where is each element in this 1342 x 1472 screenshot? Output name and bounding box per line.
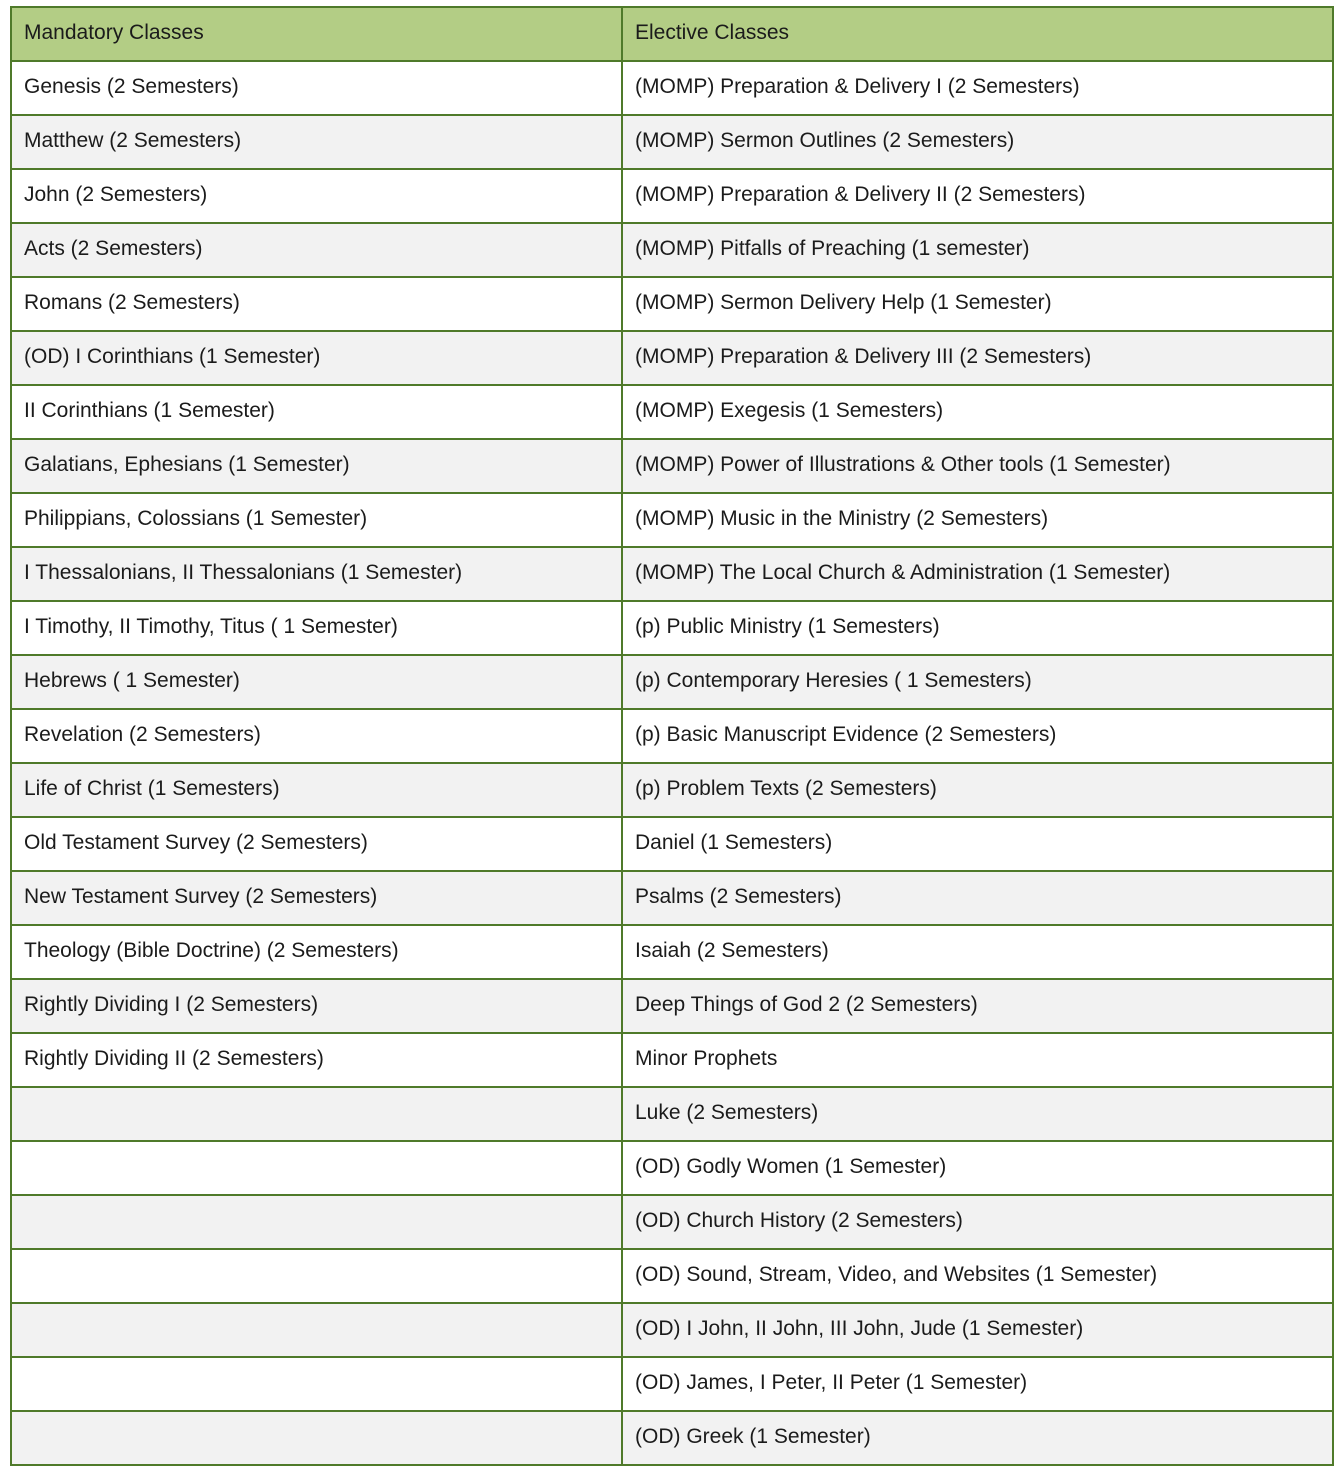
table-row xyxy=(11,1087,1333,1141)
mandatory-class-cell-empty xyxy=(11,1411,622,1465)
table-row xyxy=(11,1195,1333,1249)
elective-class-cell: (p) Contemporary Heresies ( 1 Semesters) xyxy=(622,655,1333,709)
table-row xyxy=(11,1357,1333,1411)
mandatory-class-cell: Philippians, Colossians (1 Semester) xyxy=(11,493,622,547)
mandatory-class-cell: Life of Christ (1 Semesters) xyxy=(11,763,622,817)
table-row xyxy=(11,925,1333,979)
table-row xyxy=(11,331,1333,385)
elective-class-cell: (OD) I John, II John, III John, Jude (1 Semester) xyxy=(622,1303,1333,1357)
table-row xyxy=(11,871,1333,925)
elective-class-cell: (MOMP) Preparation & Delivery II (2 Semesters) xyxy=(622,169,1333,223)
mandatory-class-cell: Rightly Dividing II (2 Semesters) xyxy=(11,1033,622,1087)
elective-class-cell: (OD) Godly Women (1 Semester) xyxy=(622,1141,1333,1195)
elective-class-cell: (MOMP) Power of Illustrations & Other tools (1 Semester) xyxy=(622,439,1333,493)
column-header-mandatory: Mandatory Classes xyxy=(11,7,622,61)
elective-class-cell: (MOMP) Sermon Outlines (2 Semesters) xyxy=(622,115,1333,169)
mandatory-class-cell: (OD) I Corinthians (1 Semester) xyxy=(11,331,622,385)
mandatory-class-cell: I Thessalonians, II Thessalonians (1 Semester) xyxy=(11,547,622,601)
elective-class-cell: (MOMP) Music in the Ministry (2 Semesters) xyxy=(622,493,1333,547)
table-row xyxy=(11,979,1333,1033)
elective-class-cell: Deep Things of God 2 (2 Semesters) xyxy=(622,979,1333,1033)
mandatory-class-cell-empty xyxy=(11,1141,622,1195)
elective-class-cell: (MOMP) Exegesis (1 Semesters) xyxy=(622,385,1333,439)
elective-class-cell: (MOMP) Pitfalls of Preaching (1 semester) xyxy=(622,223,1333,277)
elective-class-cell: (MOMP) The Local Church & Administration (1 Semester) xyxy=(622,547,1333,601)
table-row xyxy=(11,385,1333,439)
table-row xyxy=(11,493,1333,547)
elective-class-cell: Daniel (1 Semesters) xyxy=(622,817,1333,871)
mandatory-class-cell: Romans (2 Semesters) xyxy=(11,277,622,331)
table-row xyxy=(11,169,1333,223)
elective-class-cell: (OD) Sound, Stream, Video, and Websites (1 Semester) xyxy=(622,1249,1333,1303)
elective-class-cell: (OD) Greek (1 Semester) xyxy=(622,1411,1333,1465)
elective-class-cell: (p) Basic Manuscript Evidence (2 Semesters) xyxy=(622,709,1333,763)
table-row xyxy=(11,547,1333,601)
mandatory-class-cell: John (2 Semesters) xyxy=(11,169,622,223)
elective-class-cell: (MOMP) Preparation & Delivery III (2 Semesters) xyxy=(622,331,1333,385)
mandatory-class-cell: Revelation (2 Semesters) xyxy=(11,709,622,763)
mandatory-class-cell: Theology (Bible Doctrine) (2 Semesters) xyxy=(11,925,622,979)
mandatory-class-cell: Hebrews ( 1 Semester) xyxy=(11,655,622,709)
table-row xyxy=(11,1141,1333,1195)
table-header xyxy=(11,7,1333,61)
mandatory-class-cell: Rightly Dividing I (2 Semesters) xyxy=(11,979,622,1033)
mandatory-class-cell-empty xyxy=(11,1195,622,1249)
elective-class-cell: Isaiah (2 Semesters) xyxy=(622,925,1333,979)
table-row xyxy=(11,763,1333,817)
elective-class-cell: (p) Public Ministry (1 Semesters) xyxy=(622,601,1333,655)
table-body xyxy=(11,61,1333,1465)
mandatory-class-cell: New Testament Survey (2 Semesters) xyxy=(11,871,622,925)
table-row xyxy=(11,709,1333,763)
table-row xyxy=(11,1411,1333,1465)
table-row xyxy=(11,1033,1333,1087)
elective-class-cell: Psalms (2 Semesters) xyxy=(622,871,1333,925)
table-header-row xyxy=(11,7,1333,61)
table-row xyxy=(11,655,1333,709)
mandatory-class-cell-empty xyxy=(11,1087,622,1141)
elective-class-cell: Luke (2 Semesters) xyxy=(622,1087,1333,1141)
mandatory-class-cell: Genesis (2 Semesters) xyxy=(11,61,622,115)
table-row xyxy=(11,439,1333,493)
table-row xyxy=(11,817,1333,871)
table-row xyxy=(11,61,1333,115)
mandatory-class-cell: Old Testament Survey (2 Semesters) xyxy=(11,817,622,871)
mandatory-class-cell-empty xyxy=(11,1249,622,1303)
elective-class-cell: (MOMP) Sermon Delivery Help (1 Semester) xyxy=(622,277,1333,331)
elective-class-cell: (OD) James, I Peter, II Peter (1 Semester) xyxy=(622,1357,1333,1411)
elective-class-cell: Minor Prophets xyxy=(622,1033,1333,1087)
column-header-elective: Elective Classes xyxy=(622,7,1333,61)
mandatory-class-cell: II Corinthians (1 Semester) xyxy=(11,385,622,439)
mandatory-class-cell: Galatians, Ephesians (1 Semester) xyxy=(11,439,622,493)
mandatory-class-cell-empty xyxy=(11,1303,622,1357)
table-row xyxy=(11,1303,1333,1357)
mandatory-class-cell: I Timothy, II Timothy, Titus ( 1 Semester) xyxy=(11,601,622,655)
table-row xyxy=(11,223,1333,277)
table-row xyxy=(11,277,1333,331)
table-row xyxy=(11,115,1333,169)
course-list-table xyxy=(10,6,1334,1466)
mandatory-class-cell-empty xyxy=(11,1357,622,1411)
elective-class-cell: (MOMP) Preparation & Delivery I (2 Semesters) xyxy=(622,61,1333,115)
table-row xyxy=(11,1249,1333,1303)
mandatory-class-cell: Matthew (2 Semesters) xyxy=(11,115,622,169)
elective-class-cell: (p) Problem Texts (2 Semesters) xyxy=(622,763,1333,817)
table-row xyxy=(11,601,1333,655)
mandatory-class-cell: Acts (2 Semesters) xyxy=(11,223,622,277)
elective-class-cell: (OD) Church History (2 Semesters) xyxy=(622,1195,1333,1249)
